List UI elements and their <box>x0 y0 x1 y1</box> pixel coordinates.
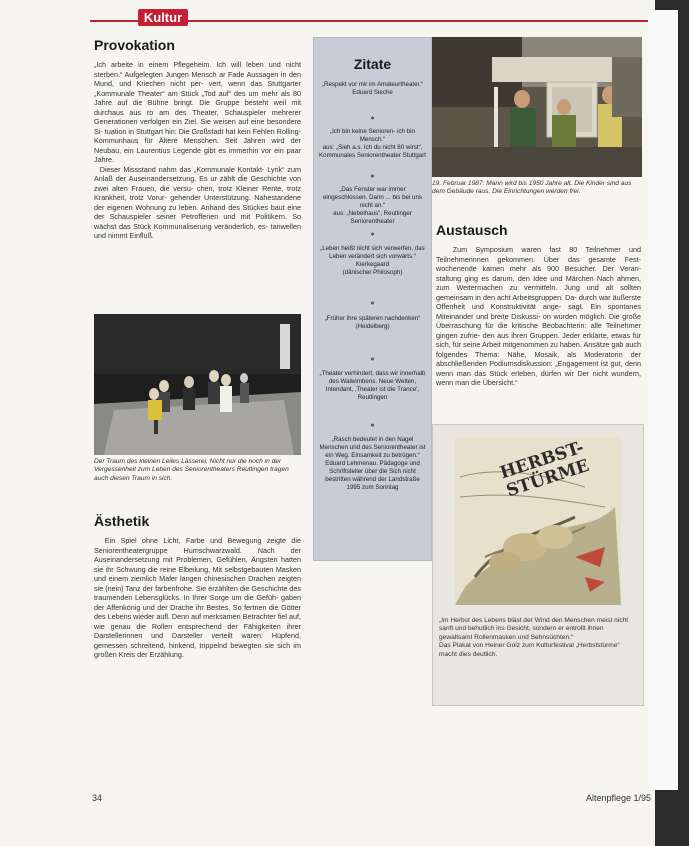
quote-item: „Rasch bedeutet in den Nagel Menschen und des Seniorentheater ist ein Weg. Einsamkeit zu betrügen.“ Eduard Lehmenau. Pädagoge und Schriftsteller über die Sich nicht bestritten während der Landstraße 1995 zum Sonntag <box>319 436 426 491</box>
poster-card <box>432 424 644 706</box>
article-body-provokation: „Ich arbeite in einem Pflegeheim. Ich will leben und nicht sterben.“ Aufgelegten Jungen Mensch ar Fade Aussagen in den Mund, und Kriechen nicht per- vert, wenn das Stuttgarter „Kommunale Theater“ am Stück „Tod auf“ des um mehr als 80 Jahre auf die Bühne bringt. Die Gruppe besteht weil mit durchaus aus ro am des Theater, Schauspieler mehrerer Generationen verfolgen ein Ziel. Sie weisen auf eine besondere Si- tuation in Stuttgart hin: Die Großstadt hat kein Fehlen Rolling-Kommunhaus für Ältere Menschen. Seit Jahren wird der Neubau, ein Laurentius Legende gibt es immerhin vor ein paar Jahre. Dieser Missstand nahm das „Kommunale Kontakt- Lyrik“ zum Anlaß der Auseinandersetzung. Es ur zählt die Geschichte von zwei alten Frauen, die versu- chen, trotz Kleiner Rente, trotz Krankheit, trotz Vorur- gehender Unterstützung. Nahestandene der eigenen Wohnung zu leben. Anhand des Stückes baut eine der Schauspieler seiner Petroffenen und mit Politikern. So wächst das Stück Kommunaliserung veränderlich, es- tanwellen und nimmt Einfluß. <box>94 60 302 240</box>
quote-item: „Das Fenster war immer eingeschlossen. Dann ... bis bei uns nicht an.“ aus: „Nebelhaus“, Reutlinger Seniorentheater <box>322 186 423 225</box>
quote-item: „Ich bin keine Senioren- ich bin Mensch.“ aus: „Sieh a.s. Ich du nicht 80 wirst“, Kommunales Seniorentheater Stuttgart <box>319 128 426 159</box>
quotes-box <box>313 37 432 561</box>
poster-caption: „Im Herbst des Lebens bläst der Wind den Menschen meist nicht sanft und behutlich ins Gesicht, sondern er entrollt ihnen gewaltsamt Rollenmasken und Sehnsüchten.“ Das Plakat von Heiner Golz zum Kulturfestival „Herbststürme“ macht dies deutlich. <box>439 617 629 658</box>
quote-separator: ● <box>370 231 375 238</box>
quote-item: „Früher ihre späteren nachdenken“ (Heidelberg) <box>324 315 421 330</box>
magazine-footer: Altenpflege 1/95 <box>586 793 652 803</box>
quote-separator: ● <box>370 115 375 122</box>
adjacent-page-strip <box>648 10 678 790</box>
quotes-box-title: Zitate <box>353 56 392 72</box>
article-title-aesthetik: Ästhetik <box>94 513 150 529</box>
market-stall-photo <box>432 37 642 177</box>
theater-stage-photo <box>94 314 301 455</box>
quote-separator: ● <box>370 356 375 363</box>
herbststuerme-poster <box>455 437 621 605</box>
section-label: Kultur <box>138 9 188 26</box>
article-title-provokation: Provokation <box>94 37 175 53</box>
quote-separator: ● <box>370 422 375 429</box>
article-body-austausch: Zum Symposium waren fast 80 Teilnehmer und Teilnehmerinnen gekommen. Über das gesamte Fest- wochenende kamen mehr als 900 Besucher. Der Veran- staltung ging es darum, den Idee und Märchen Nach ahmen, zum Weitermachen zu vermitteln. Jung und alt sollten gemeinsam in den acht Arbeitsgruppen. Da- durch war äußerste Offenheit und Konstruktivität ange- sagt. Ein spontanes Miteinander und breite Diskussi- on wurden möglich. Die große Überraschung für die kritische Beobachterin: alle Teilnehmer gingen zufrie- den aus ihren Gruppen. Jeder erklärte, etwas für sich, für seine Arbeit mitgenommen zu haben. Ansätze gab auch folgendes Thema: Nähe, Mosaik, als Moderatorin der abschließenden Podiumsdiskussion: „Engagement ist gut, denn wenn man das Stück erleben, dürfen wir Der nicht wundern, wenn man die Übersicht.“ <box>436 245 643 387</box>
article-title-austausch: Austausch <box>436 222 508 238</box>
page-number: 34 <box>92 793 103 803</box>
quote-item: „Respekt vor mir im Amateurtheater.“ Eduard Sieche <box>321 81 424 96</box>
market-photo-caption: 19. Februar 1987: Mann wird bis 1950 Jahre alt. Die Kinder sind aus dem Gebäude raus. Die Einrichtungen werden frei. <box>432 180 634 196</box>
poster-lettering: HERBST- STÜRME <box>497 437 592 502</box>
theater-photo-caption: Der Traum des kleinen Leiles Lässerei. Nicht nur die noch in der Vergessenheit zum Leben des Seniorentheaters Reutlingen tragen auch diesen Traum in sich. <box>94 458 291 482</box>
quote-separator: ● <box>370 173 375 180</box>
quote-separator: ● <box>370 300 375 307</box>
article-body-aesthetik: Ein Spiel ohne Licht, Farbe und Bewegung zeigte die Seniorentheatergruppe Humschwarzwald. Nach der Auseinandersetzung mit Problemen, Gefühlen, Ängsten hatten sie ihr Schwung die reine Elbeilung, Mit selbstgebauten Masken und einem ziemlich Mafer langen chinesischen Drachen zeigten sie (nein) Tanz der farbenfrohe. Sie erzählten die Geschichte des traumenden Lebensglücks. In Ihrer Sorge um die Gefüh- gaben der Affenkönig und der Drache ihr Bestes. So fertnen die Götter des Lebens wieder aufl. Denn auf merksamen Betrachter fiel auf, wie genau die Rollen entsprechend der Fähigkeiten ihrer Darstellerinnen und Darsteller verteilt waren: Hüpfend, gemessen schreitend, hinkend, trippelnd bewegten sie sich im großen Kreis der Erzählung. <box>94 536 303 659</box>
quote-item: „Leben heißt nicht sich verwerfen, das Leben verändert sich vorwärts.“ Kierkegaard (dänischer Philosoph) <box>320 245 425 276</box>
quote-item: „Theater verhindert, dass wir innerhalb des Walwimbens. Neue Welten, Intendant, ‚Theater ist die Trance‘, Reutlingen <box>319 370 428 401</box>
